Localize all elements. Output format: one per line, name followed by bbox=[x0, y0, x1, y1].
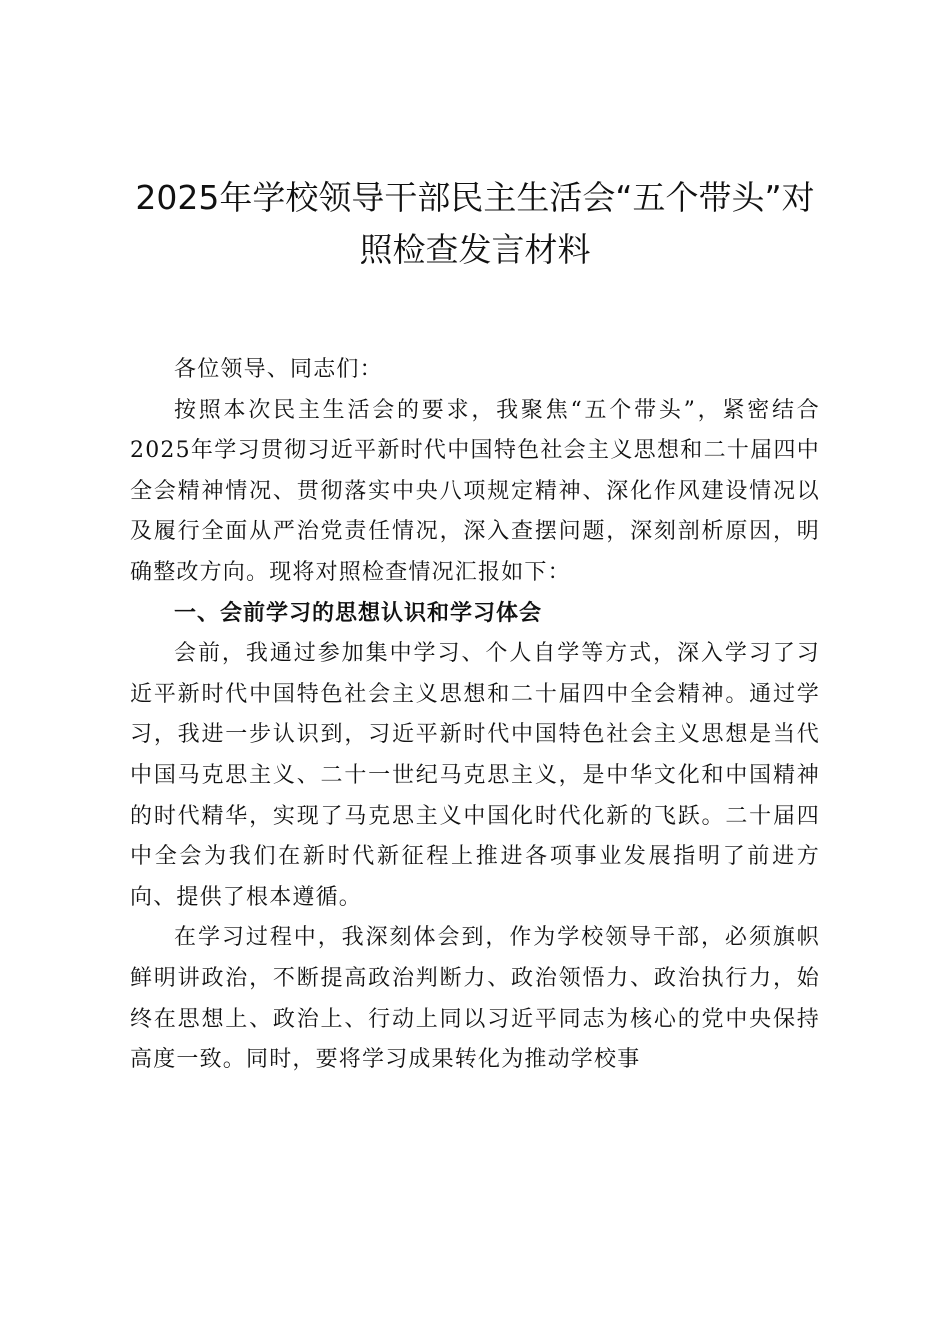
document-body bbox=[130, 350, 820, 1081]
document-title: 2025年学校领导干部民主生活会“五个带头”对照检查发言材料 bbox=[135, 178, 815, 269]
intro-paragraph: 按照本次民主生活会的要求，我聚焦“五个带头”，紧密结合2025年学习贯彻习近平新时代中国特色社会主义思想和二十届四中全会精神情况、贯彻落实中央八项规定精神、深化作风建设情况以及履行全面从严治党责任情况，深入查摆问题，深刻剖析原因，明确整改方向。现将对照检查情况汇报如下： bbox=[130, 397, 820, 585]
section-heading: 一、会前学习的思想认识和学习体会 bbox=[174, 600, 543, 626]
body-paragraph: 会前，我通过参加集中学习、个人自学等方式，深入学习了习近平新时代中国特色社会主义思想和二十届四中全会精神。通过学习，我进一步认识到，习近平新时代中国特色社会主义思想是当代中国马克思主义、二十一世纪马克思主义，是中华文化和中国精神的时代精华，实现了马克思主义中国化时代化新的飞跃。二十届四中全会为我们在新时代新征程上推进各项事业发展指明了前进方向、提供了根本遵循。 bbox=[130, 641, 820, 910]
body-paragraph: 在学习过程中，我深刻体会到，作为学校领导干部，必须旗帜鲜明讲政治，不断提高政治判断力、政治领悟力、政治执行力，始终在思想上、政治上、行动上同以习近平同志为核心的党中央保持高度一致。同时，要将学习成果转化为推动学校事 bbox=[130, 925, 820, 1073]
salutation: 各位领导、同志们： bbox=[174, 357, 383, 382]
